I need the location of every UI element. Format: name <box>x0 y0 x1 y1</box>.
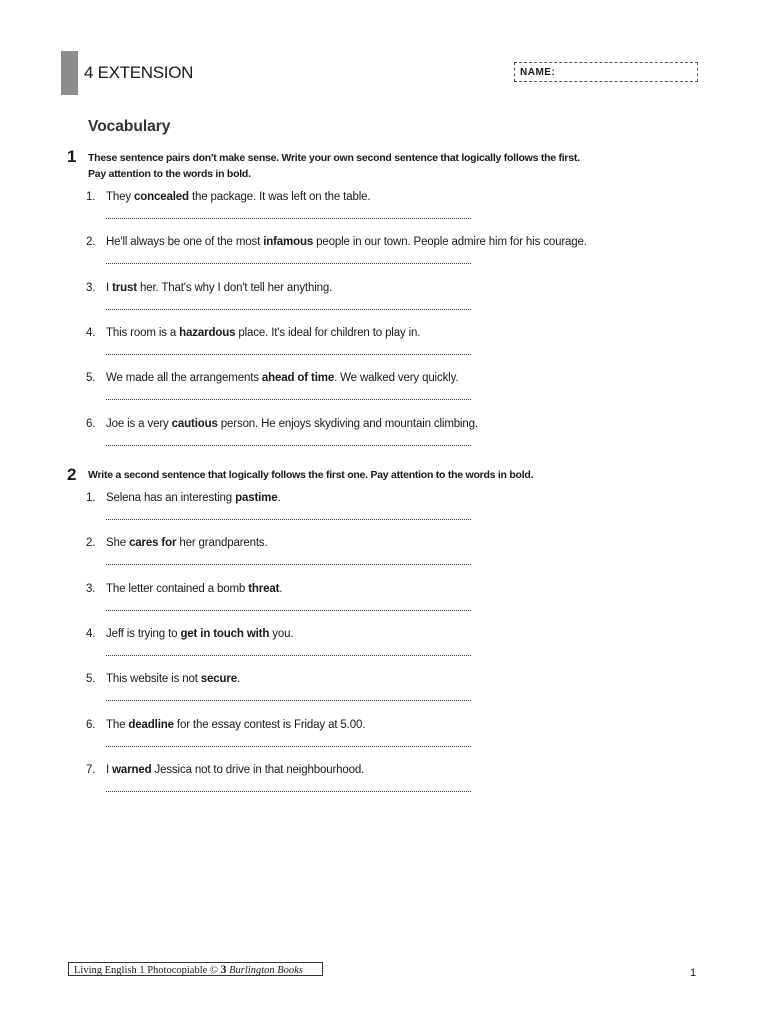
item-bold-word: threat <box>248 582 280 595</box>
exercise-item <box>86 719 365 731</box>
item-bold-word: get in touch with <box>180 627 270 640</box>
item-text-before: They <box>106 191 135 203</box>
item-number: 4. <box>86 627 96 640</box>
section-title: Vocabulary <box>88 118 171 135</box>
answer-line[interactable] <box>106 791 471 792</box>
exercise-item <box>86 191 370 203</box>
item-bold-word: deadline <box>128 718 174 731</box>
item-bold-word: cares for <box>129 537 177 550</box>
item-number: 6. <box>86 417 96 430</box>
item-text-after: . We walked very quickly. <box>334 372 459 385</box>
answer-line[interactable] <box>106 354 471 355</box>
item-text-before: Jeff is trying to <box>106 627 181 640</box>
item-number: 3. <box>86 281 96 294</box>
exercise-item <box>86 673 240 685</box>
exercise-1-instruction-line2: Pay attention to the words in bold. <box>88 168 251 180</box>
answer-line[interactable] <box>106 309 471 310</box>
answer-line[interactable] <box>106 519 471 520</box>
answer-line[interactable] <box>106 610 471 611</box>
publisher-logo: 3 <box>220 962 227 976</box>
exercise-item <box>86 628 293 640</box>
footer-credit <box>68 962 323 976</box>
exercise-item <box>86 282 332 294</box>
item-number: 5. <box>86 673 96 686</box>
exercise-1-instruction-line1: These sentence pairs don't make sense. Write your own second sentence that logically follows the first. <box>88 152 580 164</box>
page-number: 1 <box>690 967 697 979</box>
answer-line[interactable] <box>106 263 471 264</box>
exercise-item <box>86 418 478 430</box>
exercise-item <box>86 236 587 248</box>
item-text-after: Jessica not to drive in that neighbourhood. <box>151 763 365 776</box>
item-text-after: her. That's why I don't tell her anything. <box>136 281 333 294</box>
item-number: 1. <box>86 191 96 203</box>
item-text-after: place. It's ideal for children to play in. <box>235 326 421 339</box>
name-field[interactable] <box>514 62 698 82</box>
answer-line[interactable] <box>106 564 471 565</box>
unit-title: 4 EXTENSION <box>84 63 194 82</box>
item-number: 6. <box>86 718 96 731</box>
item-text-after: people in our town. People admire him for his courage. <box>313 236 587 249</box>
exercise-1-number: 1 <box>67 147 77 166</box>
exercise-2-instruction: Write a second sentence that logically follows the first one. Pay attention to the words in bold. <box>88 469 534 481</box>
item-text-before: I <box>106 763 113 776</box>
item-number: 5. <box>86 372 96 385</box>
item-bold-word: cautious <box>171 417 218 430</box>
item-bold-word: infamous <box>263 236 314 249</box>
item-text-after: you. <box>269 627 294 640</box>
item-bold-word: trust <box>112 281 137 294</box>
exercise-item <box>86 372 458 384</box>
item-text-before: I <box>106 281 113 294</box>
exercise-item <box>86 327 420 339</box>
item-number: 4. <box>86 326 96 339</box>
exercise-item <box>86 537 268 549</box>
item-text-before: She <box>106 537 130 550</box>
item-text-after: for the essay contest is Friday at 5.00. <box>173 718 366 731</box>
item-text-after: . <box>236 673 241 686</box>
name-label: NAME: <box>520 67 556 78</box>
answer-line[interactable] <box>106 746 471 747</box>
answer-line[interactable] <box>106 399 471 400</box>
item-text-after: . <box>279 582 283 595</box>
item-bold-word: secure <box>200 673 237 686</box>
unit-color-bar <box>61 51 78 95</box>
answer-line[interactable] <box>106 218 471 219</box>
item-text-after: person. He enjoys skydiving and mountain climbing. <box>217 417 478 430</box>
answer-line[interactable] <box>106 655 471 656</box>
item-text-after: . <box>277 492 281 504</box>
footer-prefix: Living English 1 Photocopiable © <box>74 965 221 976</box>
exercise-item <box>86 492 281 504</box>
item-text-before: This website is not <box>106 673 201 686</box>
item-bold-word: pastime <box>235 492 278 504</box>
item-bold-word: ahead of time <box>261 372 335 385</box>
item-bold-word: warned <box>112 763 152 776</box>
item-text-after: her grandparents. <box>176 537 268 550</box>
item-bold-word: concealed <box>134 191 189 203</box>
item-number: 7. <box>86 763 96 776</box>
item-text-before: We made all the arrangements <box>106 372 262 385</box>
item-text-before: He'll always be one of the most <box>106 236 264 249</box>
item-number: 3. <box>86 582 96 595</box>
answer-line[interactable] <box>106 445 471 446</box>
item-bold-word: hazardous <box>179 326 236 339</box>
item-text-before: The <box>106 718 129 731</box>
item-number: 2. <box>86 236 96 249</box>
exercise-2-number: 2 <box>67 465 77 484</box>
answer-line[interactable] <box>106 700 471 701</box>
exercise-item <box>86 764 364 776</box>
item-text-before: Joe is a very <box>106 417 172 430</box>
item-text-before: The letter contained a bomb <box>106 582 249 595</box>
item-text-after: the package. It was left on the table. <box>188 191 371 203</box>
item-text-before: Selena has an interesting <box>106 492 236 504</box>
exercise-item <box>86 583 282 595</box>
publisher-name: Burlington Books <box>229 965 303 976</box>
item-text-before: This room is a <box>106 326 180 339</box>
item-number: 1. <box>86 492 96 504</box>
item-number: 2. <box>86 537 96 550</box>
